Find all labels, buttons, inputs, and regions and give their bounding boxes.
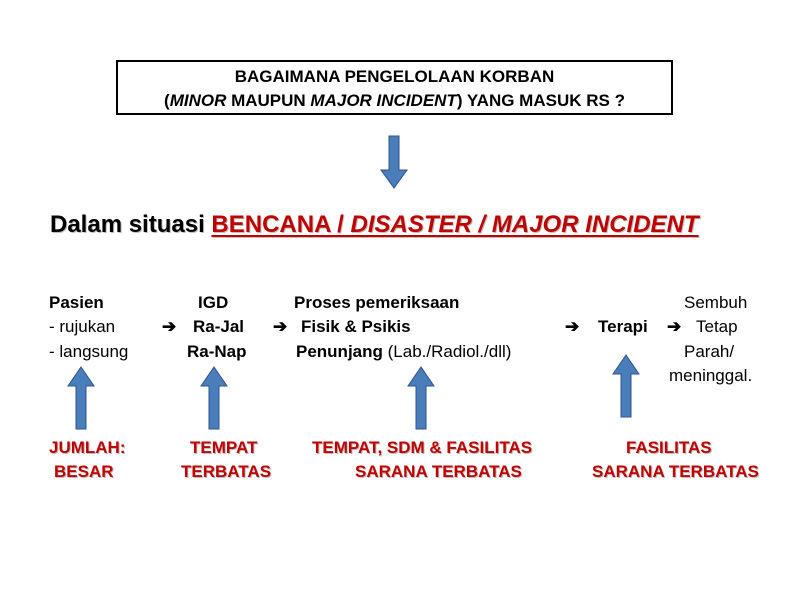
flow-arrow-1-icon: ➔ (162, 317, 177, 336)
constraint-besar: BESAR (54, 462, 114, 481)
flow-penunjang-line (296, 342, 511, 362)
constraint-tempat: TEMPAT (190, 438, 258, 457)
heading-bencana: BENCANA / (211, 211, 351, 238)
flow-penunjang-detail: (Lab./Radiol./dll) (382, 342, 512, 361)
constraint-sarana-1: SARANA TERBATAS (355, 462, 522, 481)
down-arrow-icon (380, 136, 408, 190)
up-arrow-2-icon (200, 367, 228, 431)
constraint-jumlah: JUMLAH: (49, 438, 126, 457)
flow-penunjang: Penunjang (296, 342, 383, 361)
heading-disaster: DISASTER / MAJOR INCIDENT (350, 211, 699, 238)
flow-arrow-2-icon: ➔ (273, 317, 288, 336)
question-box (116, 60, 673, 115)
flow-arrow-3-icon: ➔ (565, 317, 580, 336)
up-arrow-4-icon (612, 355, 640, 419)
flow-arrow-4-icon: ➔ (667, 317, 682, 336)
question-maupun: MAUPUN (226, 91, 311, 110)
flow-tetap: Tetap (696, 317, 738, 336)
flow-rajal: Ra-Jal (193, 317, 245, 336)
question-line-2 (118, 89, 671, 113)
flow-ranap: Ra-Nap (187, 342, 247, 361)
flow-fisik: Fisik & Psikis (301, 317, 411, 336)
flow-igd: IGD (198, 293, 229, 312)
constraint-tempat-terbatas: TERBATAS (181, 462, 272, 481)
flow-proses: Proses pemeriksaan (294, 293, 460, 312)
flow-sembuh: Sembuh (684, 293, 748, 312)
constraint-sarana-2: SARANA TERBATAS (592, 462, 759, 481)
question-minor: MINOR (169, 91, 227, 110)
flow-terapi: Terapi (598, 317, 648, 336)
up-arrow-3-icon (407, 367, 435, 431)
question-line-1: BAGAIMANA PENGELOLAAN KORBAN (234, 67, 555, 86)
situation-heading (50, 211, 699, 239)
flow-parah: Parah/ (684, 342, 735, 361)
constraint-fasilitas: FASILITAS (626, 438, 712, 457)
flow-meninggal: meninggal. (669, 366, 753, 385)
question-rest: ) YANG MASUK RS ? (456, 91, 625, 110)
question-major-incident: MAJOR INCIDENT (310, 91, 457, 110)
up-arrow-1-icon (67, 367, 95, 431)
flow-langsung: - langsung (49, 342, 129, 361)
flow-pasien: Pasien (49, 293, 104, 312)
heading-prefix: Dalam situasi (50, 211, 212, 238)
question-paren-open: ( (164, 91, 170, 110)
flow-rujukan: - rujukan (49, 317, 116, 336)
constraint-tempat-sdm: TEMPAT, SDM & FASILITAS (312, 438, 533, 457)
